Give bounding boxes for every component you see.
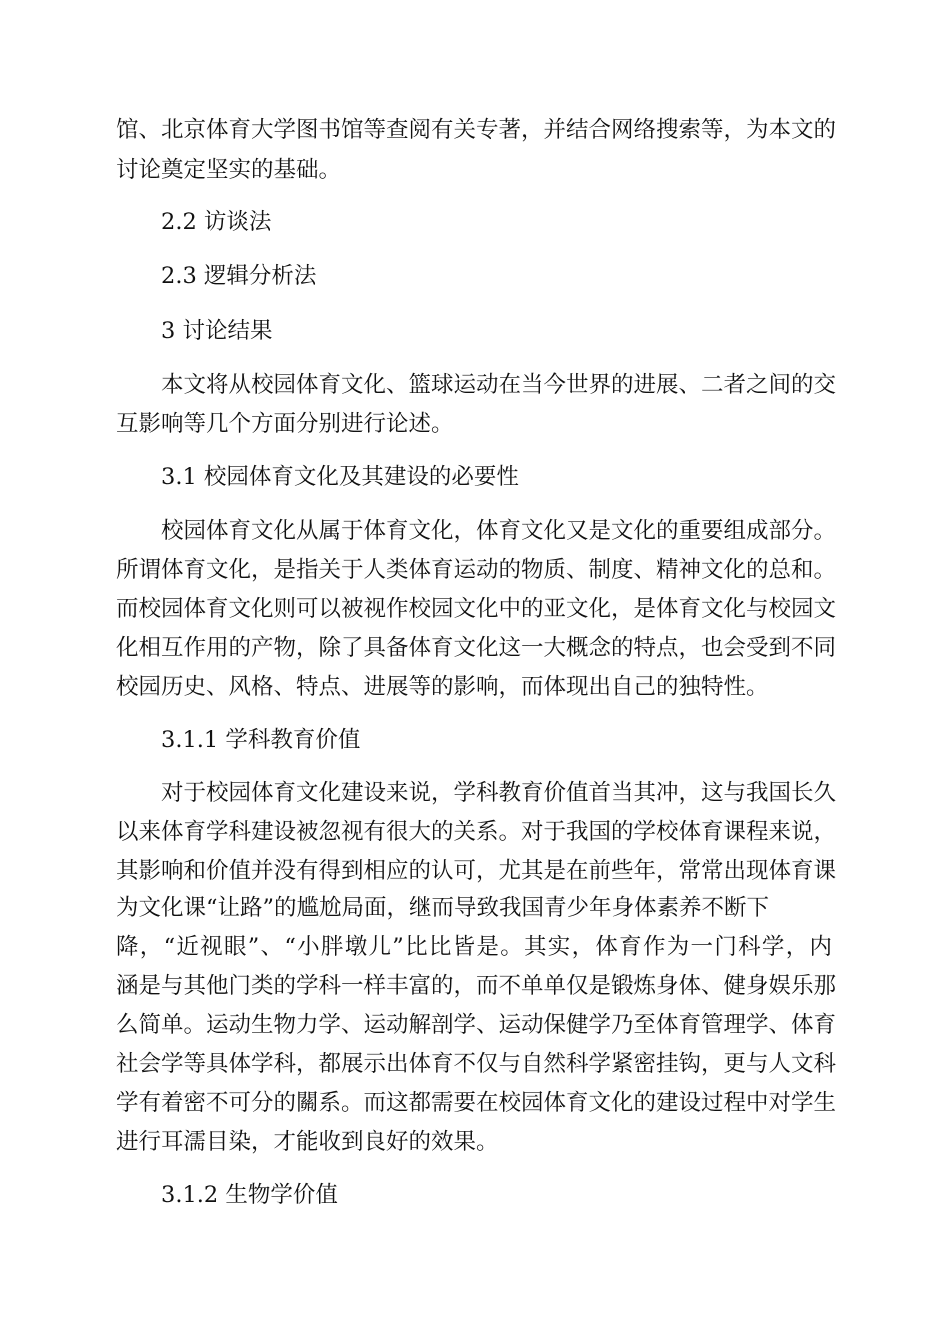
paragraph-line: 化相互作用的产物，除了具备体育文化这一大概念的特点，也会受到不同	[116, 635, 837, 661]
paragraph-line: 社会学等具体学科，都展示出体育不仅与自然科学紧密挂钩，更与人文科	[116, 1051, 837, 1077]
section-heading: 2.3 逻辑分析法	[161, 263, 317, 289]
paragraph-line: 其影响和价值并没有得到相应的认可，尤其是在前些年，常常出现体育课	[116, 858, 837, 884]
paragraph-line: 校园体育文化从属于体育文化，体育文化又是文化的重要组成部分。	[161, 518, 837, 544]
paragraph-line: 对于校园体育文化建设来说，学科教育价值首当其冲，这与我国长久	[161, 780, 837, 806]
paragraph-line: 涵是与其他门类的学科一样丰富的，而不单单仅是锻炼身体、健身娱乐那	[116, 973, 837, 999]
section-heading: 3 讨论结果	[161, 318, 273, 344]
paragraph-line: 为文化课“让路”的尴尬局面，继而导致我国青少年身体素养不断下	[116, 895, 770, 921]
paragraph-line: 进行耳濡目染，才能收到良好的效果。	[116, 1129, 499, 1155]
paragraph-line: 本文将从校园体育文化、篮球运动在当今世界的进展、二者之间的交	[161, 372, 837, 398]
paragraph-line: 校园历史、风格、特点、进展等的影响，而体现出自己的独特性。	[116, 674, 769, 700]
section-heading: 3.1.2 生物学价值	[161, 1182, 338, 1208]
section-heading: 3.1 校园体育文化及其建设的必要性	[161, 464, 519, 490]
paragraph-line: 么简单。运动生物力学、运动解剖学、运动保健学乃至体育管理学、体育	[116, 1012, 837, 1038]
paragraph-line: 馆、北京体育大学图书馆等查阅有关专著，并结合网络搜索等，为本文的	[116, 117, 837, 143]
paragraph-line: 降，“近视眼”、“小胖墩儿”比比皆是。其实，体育作为一门科学，内	[116, 934, 832, 960]
paragraph-line: 以来体育学科建设被忽视有很大的关系。对于我国的学校体育课程来说，	[116, 819, 837, 845]
section-heading: 2.2 访谈法	[161, 209, 272, 235]
paragraph-line: 互影响等几个方面分别进行论述。	[116, 411, 454, 437]
paragraph-line: 而校园体育文化则可以被视作校园文化中的亚文化，是体育文化与校园文	[116, 596, 837, 622]
paragraph-line: 所谓体育文化，是指关于人类体育运动的物质、制度、精神文化的总和。	[116, 557, 837, 583]
paragraph-line: 学有着密不可分的關系。而这都需要在校园体育文化的建设过程中对学生	[116, 1090, 837, 1116]
paragraph-line: 讨论奠定坚实的基础。	[116, 157, 342, 183]
section-heading: 3.1.1 学科教育价值	[161, 727, 361, 753]
